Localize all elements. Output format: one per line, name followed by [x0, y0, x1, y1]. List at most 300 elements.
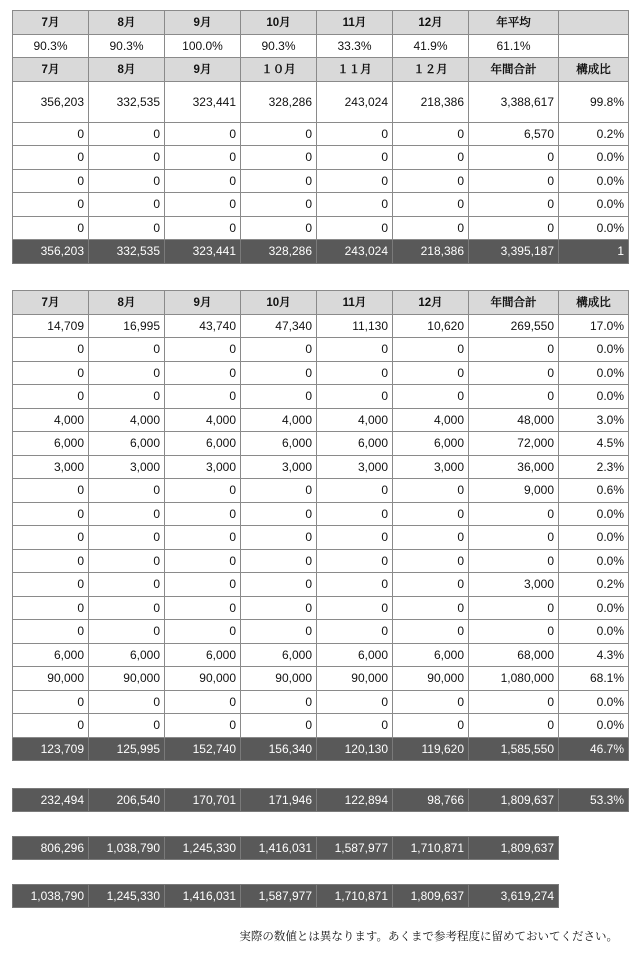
table-cell: 0.0%: [559, 361, 629, 385]
table-row: [13, 549, 629, 573]
table-cell: 323,441: [165, 240, 241, 264]
table-cell: 0: [89, 620, 165, 644]
table-cell: 90.3%: [241, 34, 317, 58]
table-cell: 0: [241, 620, 317, 644]
table-cell: 0: [165, 338, 241, 362]
expense-table: [12, 290, 629, 761]
table-row: [13, 596, 629, 620]
table-cell: 90.3%: [13, 34, 89, 58]
table-cell: 0.0%: [559, 714, 629, 738]
table-row: [13, 408, 629, 432]
table-row: [13, 169, 629, 193]
table-cell: 0: [317, 573, 393, 597]
table-cell: 218,386: [393, 240, 469, 264]
table-row: [13, 526, 629, 550]
table-cell: １２月: [393, 58, 469, 82]
table-cell: 269,550: [469, 314, 559, 338]
table-cell: 0: [317, 169, 393, 193]
footer-note: 実際の数値とは異なります。あくまで参考程度に留めておいてください。: [239, 929, 618, 943]
table-cell: 0: [89, 169, 165, 193]
table-cell: 4,000: [241, 408, 317, 432]
table-cell: [559, 11, 629, 35]
table-cell: 0: [13, 361, 89, 385]
table-cell: 218,386: [393, 81, 469, 122]
table-cell: 0: [165, 122, 241, 146]
table-cell: 0: [165, 620, 241, 644]
table-row: [13, 338, 629, 362]
table-cell: 6,000: [165, 643, 241, 667]
table-cell: 4,000: [317, 408, 393, 432]
table-cell: 68.1%: [559, 667, 629, 691]
revenue-table: [12, 10, 629, 264]
table-cell: 0: [89, 502, 165, 526]
table-cell: 122,894: [317, 789, 393, 812]
table-cell: 6,000: [89, 643, 165, 667]
table-cell: 0: [89, 526, 165, 550]
table-cell: 47,340: [241, 314, 317, 338]
table-cell: 3,388,617: [469, 81, 559, 122]
table-cell: 0.0%: [559, 596, 629, 620]
cumulative-table-2: [12, 884, 559, 908]
table-cell: 0: [89, 596, 165, 620]
table-cell: 0: [13, 573, 89, 597]
table-cell: 構成比: [559, 58, 629, 82]
table-cell: 3,619,274: [469, 885, 559, 908]
table-cell: 0: [469, 338, 559, 362]
table-cell: 0: [393, 714, 469, 738]
table-cell: 0: [13, 122, 89, 146]
table-cell: 0: [89, 573, 165, 597]
table-row: [13, 455, 629, 479]
table-cell: 0.6%: [559, 479, 629, 503]
table-cell: 0: [469, 216, 559, 240]
table-cell: 332,535: [89, 81, 165, 122]
table-cell: 0: [89, 479, 165, 503]
table-cell: 0: [317, 549, 393, 573]
table-cell: １１月: [317, 58, 393, 82]
table-cell: 10月: [241, 11, 317, 35]
table-cell: 14,709: [13, 314, 89, 338]
table-cell: 0: [469, 385, 559, 409]
rate-row: [13, 34, 629, 58]
table-cell: 7月: [13, 11, 89, 35]
table-row: [13, 643, 629, 667]
table-cell: 0: [393, 573, 469, 597]
table-cell: 243,024: [317, 240, 393, 264]
table-cell: 0: [165, 216, 241, 240]
table-cell: 0: [469, 146, 559, 170]
table-cell: 4.5%: [559, 432, 629, 456]
table-cell: 0: [393, 502, 469, 526]
table-cell: 11月: [317, 291, 393, 315]
table-cell: 98,766: [393, 789, 469, 812]
table-row: [13, 81, 629, 122]
table-row: [13, 714, 629, 738]
table-cell: 46.7%: [559, 737, 629, 761]
table-cell: 0: [393, 146, 469, 170]
table-cell: 0: [317, 385, 393, 409]
header-row: [13, 58, 629, 82]
table-cell: 3,000: [241, 455, 317, 479]
total-row: [13, 737, 629, 761]
table-cell: 0: [165, 573, 241, 597]
table-cell: 1,809,637: [469, 837, 559, 860]
table-cell: 1,585,550: [469, 737, 559, 761]
table-cell: 170,701: [165, 789, 241, 812]
table-cell: 6,000: [13, 432, 89, 456]
table-cell: 0: [165, 146, 241, 170]
table-row: [13, 361, 629, 385]
table-cell: 4,000: [13, 408, 89, 432]
table-cell: 36,000: [469, 455, 559, 479]
table-cell: 0.0%: [559, 216, 629, 240]
table-cell: 0: [89, 714, 165, 738]
table-row: [13, 690, 629, 714]
table-cell: 356,203: [13, 240, 89, 264]
table-cell: 61.1%: [469, 34, 559, 58]
table-cell: 0: [165, 714, 241, 738]
table-cell: 328,286: [241, 240, 317, 264]
table-row: [13, 502, 629, 526]
table-cell: 0: [469, 193, 559, 217]
table-cell: 152,740: [165, 737, 241, 761]
table-cell: 0: [393, 385, 469, 409]
table-cell: 125,995: [89, 737, 165, 761]
table-cell: 0: [317, 596, 393, 620]
table-cell: 1,245,330: [165, 837, 241, 860]
table-cell: 10,620: [393, 314, 469, 338]
profit-row: [13, 789, 629, 812]
table-cell: 0: [317, 526, 393, 550]
table-cell: 0.0%: [559, 169, 629, 193]
table-cell: 0: [393, 216, 469, 240]
table-cell: 0: [317, 714, 393, 738]
table-cell: 年平均: [469, 11, 559, 35]
table-cell: 1,587,977: [317, 837, 393, 860]
table-cell: 53.3%: [559, 789, 629, 812]
cumulative-row: [13, 837, 559, 860]
table-cell: 43,740: [165, 314, 241, 338]
table-cell: 0: [165, 385, 241, 409]
table-cell: 90,000: [393, 667, 469, 691]
table-cell: 1: [559, 240, 629, 264]
table-cell: 6,000: [317, 432, 393, 456]
table-cell: 332,535: [89, 240, 165, 264]
table-cell: 8月: [89, 58, 165, 82]
table-cell: 0: [393, 690, 469, 714]
table-cell: 10月: [241, 291, 317, 315]
table-cell: 0: [317, 479, 393, 503]
table-row: [13, 620, 629, 644]
header-row: [13, 11, 629, 35]
table-cell: 99.8%: [559, 81, 629, 122]
table-cell: 0.0%: [559, 620, 629, 644]
table-cell: 0: [165, 479, 241, 503]
table-cell: 100.0%: [165, 34, 241, 58]
table-cell: 0: [13, 146, 89, 170]
table-cell: 206,540: [89, 789, 165, 812]
table-cell: 33.3%: [317, 34, 393, 58]
table-cell: 0: [241, 526, 317, 550]
table-cell: 0.0%: [559, 385, 629, 409]
table-cell: 0: [241, 338, 317, 362]
table-cell: 806,296: [13, 837, 89, 860]
table-cell: 11,130: [317, 314, 393, 338]
table-cell: 0: [241, 193, 317, 217]
table-cell: 328,286: [241, 81, 317, 122]
table-cell: 16,995: [89, 314, 165, 338]
table-cell: 0: [317, 216, 393, 240]
table-cell: 構成比: [559, 291, 629, 315]
table-cell: 0: [469, 502, 559, 526]
table-cell: 4,000: [165, 408, 241, 432]
table-cell: 90,000: [89, 667, 165, 691]
table-cell: 0: [241, 714, 317, 738]
table-row: [13, 432, 629, 456]
table-cell: 0: [317, 146, 393, 170]
table-cell: 41.9%: [393, 34, 469, 58]
table-cell: 0: [241, 596, 317, 620]
table-cell: 68,000: [469, 643, 559, 667]
table-cell: 4,000: [393, 408, 469, 432]
table-cell: 8月: [89, 291, 165, 315]
table-cell: 6,000: [165, 432, 241, 456]
table-cell: 0: [241, 502, 317, 526]
table-cell: 0: [89, 216, 165, 240]
table-cell: 0: [89, 385, 165, 409]
table-cell: 0: [317, 620, 393, 644]
table-cell: 17.0%: [559, 314, 629, 338]
table-cell: 0.0%: [559, 549, 629, 573]
table-cell: 0: [241, 122, 317, 146]
table-cell: 4,000: [89, 408, 165, 432]
table-cell: 0: [89, 193, 165, 217]
profit-table: [12, 788, 629, 812]
table-cell: 0: [469, 596, 559, 620]
table-cell: 0: [13, 596, 89, 620]
table-cell: 6,000: [393, 432, 469, 456]
table-cell: 9月: [165, 291, 241, 315]
table-cell: 7月: [13, 291, 89, 315]
table-cell: 119,620: [393, 737, 469, 761]
table-cell: 123,709: [13, 737, 89, 761]
table-cell: 3,000: [393, 455, 469, 479]
table-cell: 1,080,000: [469, 667, 559, 691]
table-row: [13, 216, 629, 240]
table-cell: 0: [393, 549, 469, 573]
table-cell: 0: [469, 714, 559, 738]
table-cell: [559, 34, 629, 58]
table-cell: 12月: [393, 11, 469, 35]
table-cell: 0: [469, 526, 559, 550]
table-cell: 0: [393, 479, 469, 503]
table-cell: 90,000: [165, 667, 241, 691]
table-cell: 0: [241, 479, 317, 503]
table-cell: 0: [393, 361, 469, 385]
table-cell: 0: [393, 193, 469, 217]
table-cell: 0.0%: [559, 146, 629, 170]
table-cell: 0.0%: [559, 690, 629, 714]
table-cell: 0: [13, 502, 89, 526]
table-cell: 1,245,330: [89, 885, 165, 908]
table-cell: 0: [89, 338, 165, 362]
table-cell: 0.2%: [559, 573, 629, 597]
table-cell: 6,000: [241, 432, 317, 456]
table-cell: 323,441: [165, 81, 241, 122]
table-row: [13, 573, 629, 597]
table-cell: 0: [241, 573, 317, 597]
table-cell: 0: [469, 361, 559, 385]
table-cell: 0.0%: [559, 193, 629, 217]
table-row: [13, 479, 629, 503]
table-cell: 0: [241, 146, 317, 170]
table-cell: 0: [13, 549, 89, 573]
table-cell: 0: [13, 526, 89, 550]
table-cell: 9月: [165, 58, 241, 82]
table-cell: 0: [13, 479, 89, 503]
table-cell: 3,000: [89, 455, 165, 479]
table-cell: 171,946: [241, 789, 317, 812]
table-cell: 3.0%: [559, 408, 629, 432]
table-cell: 0: [469, 620, 559, 644]
table-cell: 12月: [393, 291, 469, 315]
table-cell: 0: [393, 338, 469, 362]
table-cell: １０月: [241, 58, 317, 82]
table-cell: 4.3%: [559, 643, 629, 667]
table-cell: 48,000: [469, 408, 559, 432]
table-cell: 6,570: [469, 122, 559, 146]
table-cell: 0: [13, 338, 89, 362]
table-cell: 3,000: [165, 455, 241, 479]
table-cell: 0: [241, 549, 317, 573]
table-cell: 8月: [89, 11, 165, 35]
cumulative-table-1: [12, 836, 559, 860]
table-cell: 0: [393, 596, 469, 620]
table-cell: 0: [13, 714, 89, 738]
table-cell: 0.2%: [559, 122, 629, 146]
table-cell: 0: [13, 169, 89, 193]
table-cell: 0: [469, 549, 559, 573]
table-cell: 1,038,790: [13, 885, 89, 908]
table-cell: 1,809,637: [469, 789, 559, 812]
cumulative-row: [13, 885, 559, 908]
table-cell: 0: [393, 620, 469, 644]
table-cell: 356,203: [13, 81, 89, 122]
table-cell: 0: [393, 122, 469, 146]
table-cell: 0: [13, 216, 89, 240]
table-cell: 6,000: [13, 643, 89, 667]
table-row: [13, 667, 629, 691]
table-cell: 0: [165, 361, 241, 385]
table-cell: 6,000: [89, 432, 165, 456]
table-row: [13, 122, 629, 146]
table-cell: 3,395,187: [469, 240, 559, 264]
table-cell: 0: [241, 690, 317, 714]
table-cell: 0: [13, 620, 89, 644]
table-cell: 1,710,871: [393, 837, 469, 860]
table-cell: 1,416,031: [165, 885, 241, 908]
table-cell: 0: [89, 361, 165, 385]
table-cell: 11月: [317, 11, 393, 35]
table-cell: 0: [317, 690, 393, 714]
table-cell: 年間合計: [469, 58, 559, 82]
table-cell: 0: [165, 169, 241, 193]
table-cell: 0: [165, 193, 241, 217]
table-cell: 0.0%: [559, 338, 629, 362]
table-cell: 6,000: [317, 643, 393, 667]
table-cell: 0: [469, 169, 559, 193]
table-cell: 1,587,977: [241, 885, 317, 908]
table-cell: 3,000: [13, 455, 89, 479]
table-cell: 0: [393, 169, 469, 193]
table-row: [13, 385, 629, 409]
table-cell: 0: [89, 122, 165, 146]
table-cell: 90,000: [241, 667, 317, 691]
table-cell: 0: [317, 502, 393, 526]
table-cell: 0: [165, 526, 241, 550]
table-cell: 0: [89, 690, 165, 714]
table-cell: 232,494: [13, 789, 89, 812]
table-cell: 90,000: [13, 667, 89, 691]
table-cell: 年間合計: [469, 291, 559, 315]
table-cell: 3,000: [317, 455, 393, 479]
table-cell: 90,000: [317, 667, 393, 691]
table-cell: 6,000: [241, 643, 317, 667]
table-cell: 0: [13, 193, 89, 217]
header-row: [13, 291, 629, 315]
table-cell: 0: [89, 549, 165, 573]
table-cell: 0: [13, 385, 89, 409]
table-cell: 1,038,790: [89, 837, 165, 860]
table-cell: 6,000: [393, 643, 469, 667]
table-cell: 0: [13, 690, 89, 714]
table-cell: 72,000: [469, 432, 559, 456]
table-cell: 0: [317, 193, 393, 217]
table-cell: 2.3%: [559, 455, 629, 479]
table-cell: 0: [241, 385, 317, 409]
table-cell: 9,000: [469, 479, 559, 503]
table-cell: 0: [241, 169, 317, 193]
table-cell: 0: [89, 146, 165, 170]
table-cell: 0: [317, 338, 393, 362]
table-cell: 156,340: [241, 737, 317, 761]
table-cell: 1,416,031: [241, 837, 317, 860]
table-cell: 0: [469, 690, 559, 714]
table-cell: 0: [165, 596, 241, 620]
table-cell: 9月: [165, 11, 241, 35]
table-cell: 7月: [13, 58, 89, 82]
table-cell: 0: [393, 526, 469, 550]
table-row: [13, 193, 629, 217]
table-cell: 120,130: [317, 737, 393, 761]
table-cell: 1,710,871: [317, 885, 393, 908]
table-cell: 0: [165, 690, 241, 714]
table-cell: 0: [241, 216, 317, 240]
table-cell: 0: [317, 122, 393, 146]
table-cell: 0.0%: [559, 502, 629, 526]
table-cell: 243,024: [317, 81, 393, 122]
table-cell: 90.3%: [89, 34, 165, 58]
table-cell: 0: [165, 502, 241, 526]
table-cell: 1,809,637: [393, 885, 469, 908]
table-cell: 0.0%: [559, 526, 629, 550]
table-row: [13, 146, 629, 170]
total-row: [13, 240, 629, 264]
table-cell: 0: [165, 549, 241, 573]
table-row: [13, 314, 629, 338]
table-cell: 0: [241, 361, 317, 385]
table-cell: 0: [317, 361, 393, 385]
